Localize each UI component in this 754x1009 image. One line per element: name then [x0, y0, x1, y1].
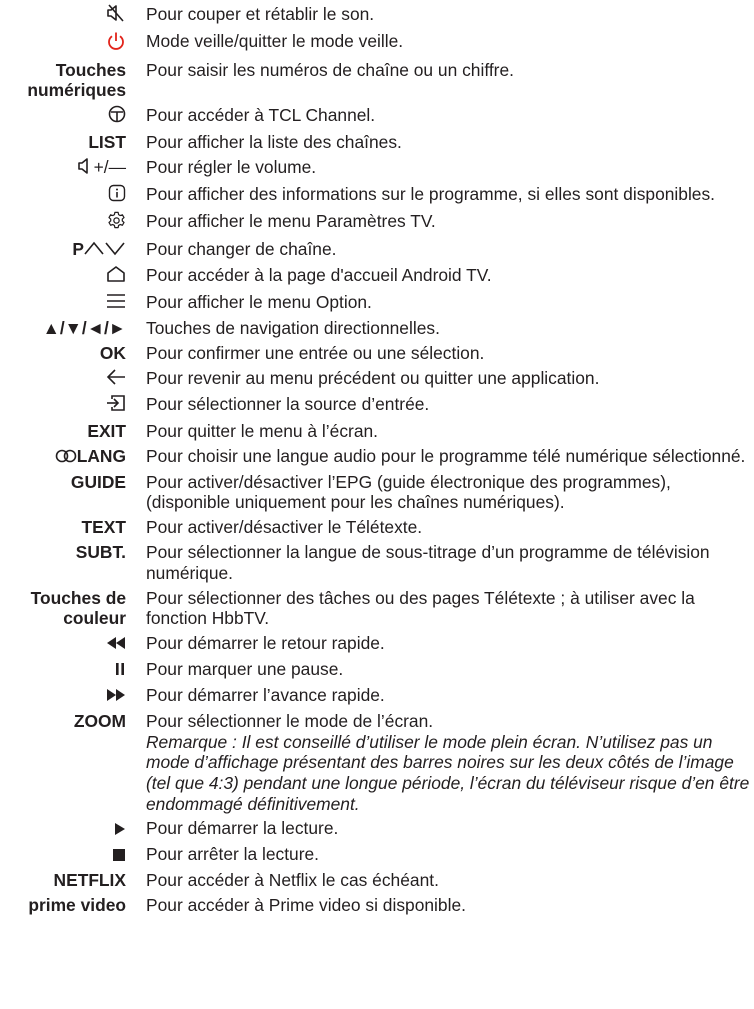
key-row [0, 818, 754, 840]
key-row [0, 394, 754, 417]
power-icon [106, 31, 126, 56]
key-text: +/— [93, 157, 126, 178]
description-text: Pour accéder à Prime video si disponible. [146, 895, 466, 916]
description-text: Pour sélectionner des tâches ou des pages Télétexte ; à utiliser avec la fonction HbbTV. [146, 587, 695, 629]
key-description [146, 343, 752, 364]
key-row [0, 132, 754, 153]
key-label [0, 60, 126, 101]
key-row [0, 157, 754, 180]
key-label [0, 446, 126, 468]
description-text: Pour démarrer le retour rapide. [146, 633, 385, 654]
key-text-line: couleur [63, 608, 126, 629]
key-description [146, 4, 752, 25]
key-label [0, 318, 126, 339]
key-label [0, 105, 126, 128]
description-text: Pour choisir une langue audio pour le programme télé numérique sélectionné. [146, 445, 746, 466]
key-label [0, 292, 126, 314]
key-row [0, 105, 754, 128]
description-text: Pour revenir au menu précédent ou quitter une application. [146, 367, 600, 388]
key-description [146, 588, 752, 629]
key-row [0, 588, 754, 629]
fast-forward-icon [106, 686, 126, 707]
dual-circle-icon [55, 447, 77, 468]
description-text: Pour marquer une pause. [146, 659, 344, 680]
key-description [146, 368, 752, 389]
key-description [146, 184, 752, 205]
rewind-icon [106, 634, 126, 655]
key-description [146, 292, 752, 313]
key-description [146, 265, 752, 286]
description-text: Pour afficher le menu Paramètres TV. [146, 211, 436, 232]
key-row [0, 633, 754, 655]
key-label [0, 31, 126, 56]
key-description [146, 844, 752, 865]
remark-note: Remarque : Il est conseillé d’utiliser le mode plein écran. N’utilisez pas un mode d’affichage présentant des barres noires sur les deux côtés de l’image (tel que 4:3) pendant une longue période, l’écran du téléviseur risque d’en être endommagé définitivement. [146, 731, 750, 814]
key-label [0, 588, 126, 629]
description-text: Touches de navigation directionnelles. [146, 318, 440, 339]
key-row [0, 685, 754, 707]
key-text: LANG [76, 445, 126, 466]
key-description [146, 685, 752, 706]
description-text: Pour sélectionner la source d’entrée. [146, 393, 430, 414]
key-row [0, 184, 754, 207]
key-description [146, 157, 752, 178]
play-icon [114, 820, 126, 841]
key-label [0, 711, 126, 732]
description-text: Mode veille/quitter le mode veille. [146, 31, 404, 51]
key-description [146, 31, 752, 52]
key-description [146, 446, 752, 467]
key-label [0, 818, 126, 840]
key-text: prime video [28, 895, 126, 916]
description-text: Pour quitter le menu à l’écran. [146, 420, 378, 441]
description-text: Pour activer/désactiver l’EPG (guide électronique des programmes), (disponible uniquement pour les chaînes numériques). [146, 471, 671, 513]
tcl-channel-icon [108, 105, 126, 128]
key-label [0, 394, 126, 417]
key-text: LIST [88, 132, 126, 153]
description-text: Pour activer/désactiver le Télétexte. [146, 517, 423, 538]
key-description [146, 318, 752, 339]
key-label [0, 844, 126, 866]
description-text: Pour saisir les numéros de chaîne ou un chiffre. [146, 59, 514, 80]
description-text: Pour changer de chaîne. [146, 239, 337, 260]
key-label [0, 211, 126, 235]
description-text: Pour couper et rétablir le son. [146, 4, 375, 24]
description-text: Pour accéder à Netflix le cas échéant. [146, 870, 439, 891]
key-description [146, 870, 752, 891]
description-text: Pour afficher le menu Option. [146, 292, 372, 313]
key-row [0, 472, 754, 513]
key-row [0, 292, 754, 314]
key-description [146, 421, 752, 442]
key-text: EXIT [87, 420, 126, 441]
key-row [0, 870, 754, 891]
key-row [0, 265, 754, 288]
description-text: Pour régler le volume. [146, 157, 317, 178]
description-text: Pour démarrer l’avance rapide. [146, 685, 385, 706]
description-text: Pour afficher la liste des chaînes. [146, 132, 402, 153]
key-label [0, 633, 126, 655]
key-label [0, 368, 126, 390]
key-label [0, 265, 126, 288]
key-row [0, 844, 754, 866]
mute-icon [106, 4, 126, 27]
key-row [0, 446, 754, 468]
key-row [0, 542, 754, 583]
key-text: NETFLIX [53, 870, 126, 891]
description-text: Pour sélectionner le mode de l’écran. [146, 711, 434, 732]
pause-icon [114, 660, 126, 681]
key-text-line: Touches de [30, 587, 126, 608]
description-text: Pour confirmer une entrée ou une sélection. [146, 343, 485, 364]
key-row [0, 239, 754, 261]
key-label [0, 472, 126, 493]
input-source-icon [106, 394, 126, 417]
key-row [0, 31, 754, 56]
key-description [146, 517, 752, 538]
key-row [0, 517, 754, 538]
stop-icon [112, 846, 126, 867]
key-text: SUBT. [75, 542, 126, 563]
key-description [146, 542, 752, 583]
key-text: ▲/▼/◄/► [42, 318, 126, 339]
settings-gear-icon [107, 211, 126, 235]
key-text: TEXT [81, 517, 126, 538]
key-row [0, 895, 754, 916]
key-description [146, 132, 752, 153]
key-description [146, 239, 752, 260]
key-row [0, 421, 754, 442]
info-icon [108, 184, 126, 207]
key-label [0, 4, 126, 27]
description-text: Pour accéder à TCL Channel. [146, 105, 376, 126]
key-label [0, 659, 126, 681]
key-label [0, 157, 126, 180]
key-row [0, 711, 754, 814]
back-arrow-icon [106, 369, 126, 390]
key-label [0, 343, 126, 364]
key-text: GUIDE [70, 471, 126, 492]
key-label [0, 239, 126, 261]
key-description [146, 633, 752, 654]
key-text: OK [99, 343, 126, 364]
key-description [146, 895, 752, 916]
key-row [0, 60, 754, 101]
key-label [0, 542, 126, 563]
key-label [0, 685, 126, 707]
description-text: Pour arrêter la lecture. [146, 844, 320, 865]
key-row [0, 318, 754, 339]
key-row [0, 368, 754, 390]
home-icon [106, 265, 126, 288]
key-text: P [72, 239, 84, 260]
key-label [0, 421, 126, 442]
key-description [146, 472, 752, 513]
option-menu-icon [106, 293, 126, 314]
key-text-line: numériques [27, 80, 126, 101]
description-text: Pour afficher des informations sur le programme, si elles sont disponibles. [146, 184, 716, 205]
key-description [146, 818, 752, 839]
description-text: Pour démarrer la lecture. [146, 818, 339, 839]
key-label [0, 895, 126, 916]
key-label [0, 132, 126, 153]
key-description [146, 60, 752, 81]
key-label [0, 870, 126, 891]
key-row [0, 211, 754, 235]
remote-control-key-list [0, 4, 754, 920]
description-text: Pour accéder à la page d'accueil Android TV. [146, 265, 492, 286]
key-text-line: Touches [55, 59, 126, 80]
description-text: Pour sélectionner la langue de sous-titrage d’un programme de télévision numérique. [146, 542, 710, 583]
key-description [146, 394, 752, 415]
key-row [0, 659, 754, 681]
key-description [146, 659, 752, 680]
key-row [0, 4, 754, 27]
key-label [0, 517, 126, 538]
key-description [146, 211, 752, 232]
key-description [146, 105, 752, 126]
channel-up-down-icon [84, 240, 126, 261]
key-label [0, 184, 126, 207]
key-row [0, 343, 754, 364]
key-text: ZOOM [73, 711, 126, 732]
key-description [146, 711, 752, 814]
volume-icon [78, 157, 94, 180]
